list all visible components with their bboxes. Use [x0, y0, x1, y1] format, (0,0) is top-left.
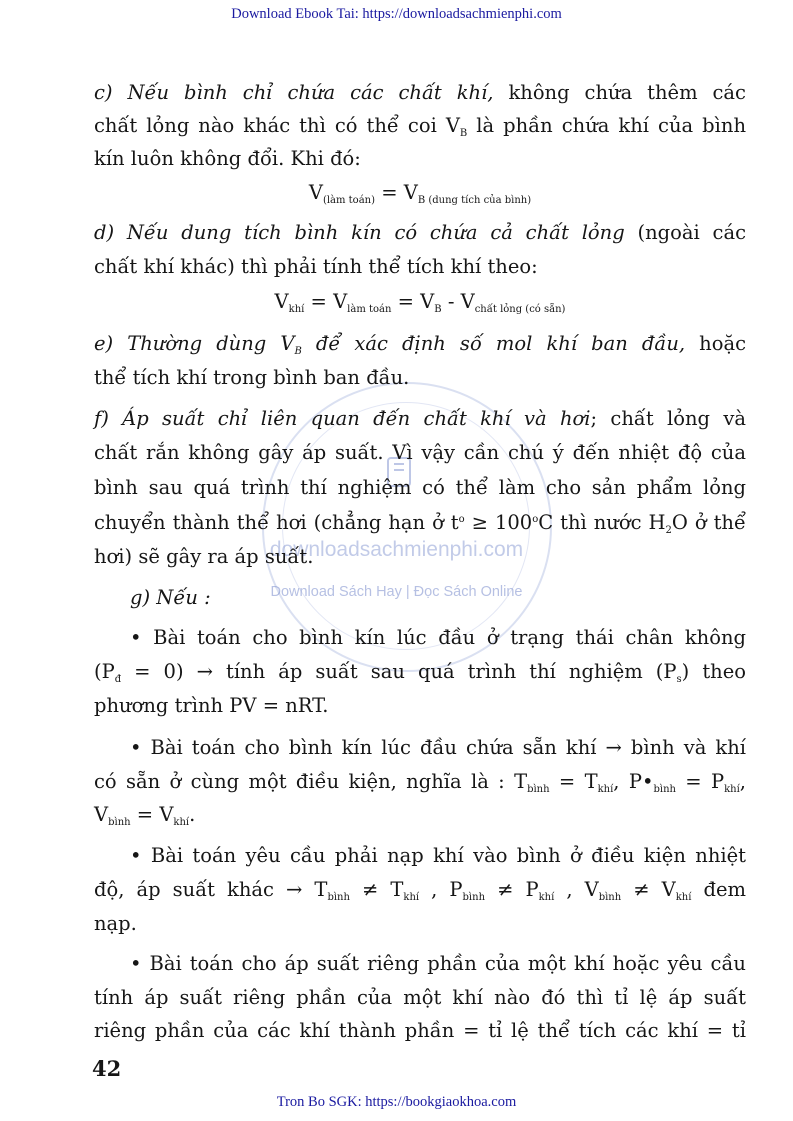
para-e-line-1: e) Thường dùng $V_B$ để xác định số mol khí ban đầu, hoặc: [94, 332, 746, 357]
para-d-line-2: chất khí khác) thì phải tính thể tích khí theo:: [94, 255, 538, 278]
para-c-line-1: c) Nếu bình chỉ chứa các chất khí, không chứa thêm các: [94, 81, 746, 104]
para-f-line-5: hơi) sẽ gây ra áp suất.: [94, 545, 314, 568]
bullet-3-line-3: nạp.: [94, 912, 137, 935]
para-d-line-1: d) Nếu dung tích bình kín có chứa cả chất lỏng (ngoài các: [94, 221, 746, 244]
para-c-line-3: kín luôn không đổi. Khi đó:: [94, 147, 361, 170]
para-e-line-2: thể tích khí trong bình ban đầu.: [94, 366, 410, 389]
bullet-4-line-2: tính áp suất riêng phần của một khí nào đó thì tỉ lệ áp suất: [94, 986, 746, 1009]
watermark-site: downloadsachmienphi.com: [269, 538, 524, 561]
bullet-1-line-3: phương trình PV = nRT.: [94, 694, 329, 717]
header-download-link[interactable]: Download Ebook Tai: https://downloadsachmienphi.com: [231, 6, 562, 22]
para-g-title: g) Nếu :: [130, 586, 211, 609]
para-f-line-4: chuyển thành thể hơi (chẳng hạn ở $t^o \ge 100^oC$ thì nước $H_2O$ ở thể: [94, 511, 746, 536]
bullet-2-line-2: có sẵn ở cùng một điều kiện, nghĩa là : $T_{bình} = T_{khí}$, $P•_{bình} = P_{khí}$,: [94, 770, 746, 795]
watermark-tagline: Download Sách Hay | Đọc Sách Online: [270, 584, 523, 600]
bullet-2-line-1: • Bài toán cho bình kín lúc đầu chứa sẵn khí → bình và khí: [130, 736, 746, 759]
formula-v-lam-toan: $V_{(làm toán)} = V_{B (dung tích của bình)}$: [308, 181, 532, 206]
para-f-line-1: f) Áp suất chỉ liên quan đến chất khí và hơi; chất lỏng và: [94, 407, 746, 430]
bullet-1-line-1: • Bài toán cho bình kín lúc đầu ở trạng thái chân không: [130, 626, 746, 649]
para-f-line-3: bình sau quá trình thí nghiệm có thể làm cho sản phẩm lỏng: [94, 476, 746, 499]
footer-sgk-link[interactable]: Tron Bo SGK: https://bookgiaokhoa.com: [276, 1094, 517, 1110]
bullet-3-line-1: • Bài toán yêu cầu phải nạp khí vào bình ở điều kiện nhiệt: [130, 844, 746, 867]
page-number: 42: [92, 1056, 122, 1081]
para-f-line-2: chất rắn không gây áp suất. Vì vậy cần chú ý đến nhiệt độ của: [94, 441, 746, 464]
para-c-line-2: chất lỏng nào khác thì có thể coi $V_B$ là phần chứa khí của bình: [94, 114, 746, 139]
bullet-4-line-3: riêng phần của các khí thành phần = tỉ lệ thể tích các khí = tỉ: [94, 1019, 746, 1042]
formula-v-khi: $V_{khí} = V_{làm toán} = V_B - V_{chất lỏng (có sẵn)}$: [274, 290, 566, 315]
bullet-4-line-1: • Bài toán cho áp suất riêng phần của một khí hoặc yêu cầu: [130, 952, 746, 975]
bullet-2-line-3: $V_{bình} = V_{khí}$.: [94, 803, 196, 828]
bullet-3-line-2: độ, áp suất khác → $T_{bình} \ne T_{khí}$ , $P_{bình} \ne P_{khí}$ , $V_{bình} \ne V_{khí}$ đem: [94, 878, 747, 903]
bullet-1-line-2: $(P_đ = 0)$ → tính áp suất sau quá trình thí nghiệm $(P_s)$ theo: [94, 660, 746, 685]
